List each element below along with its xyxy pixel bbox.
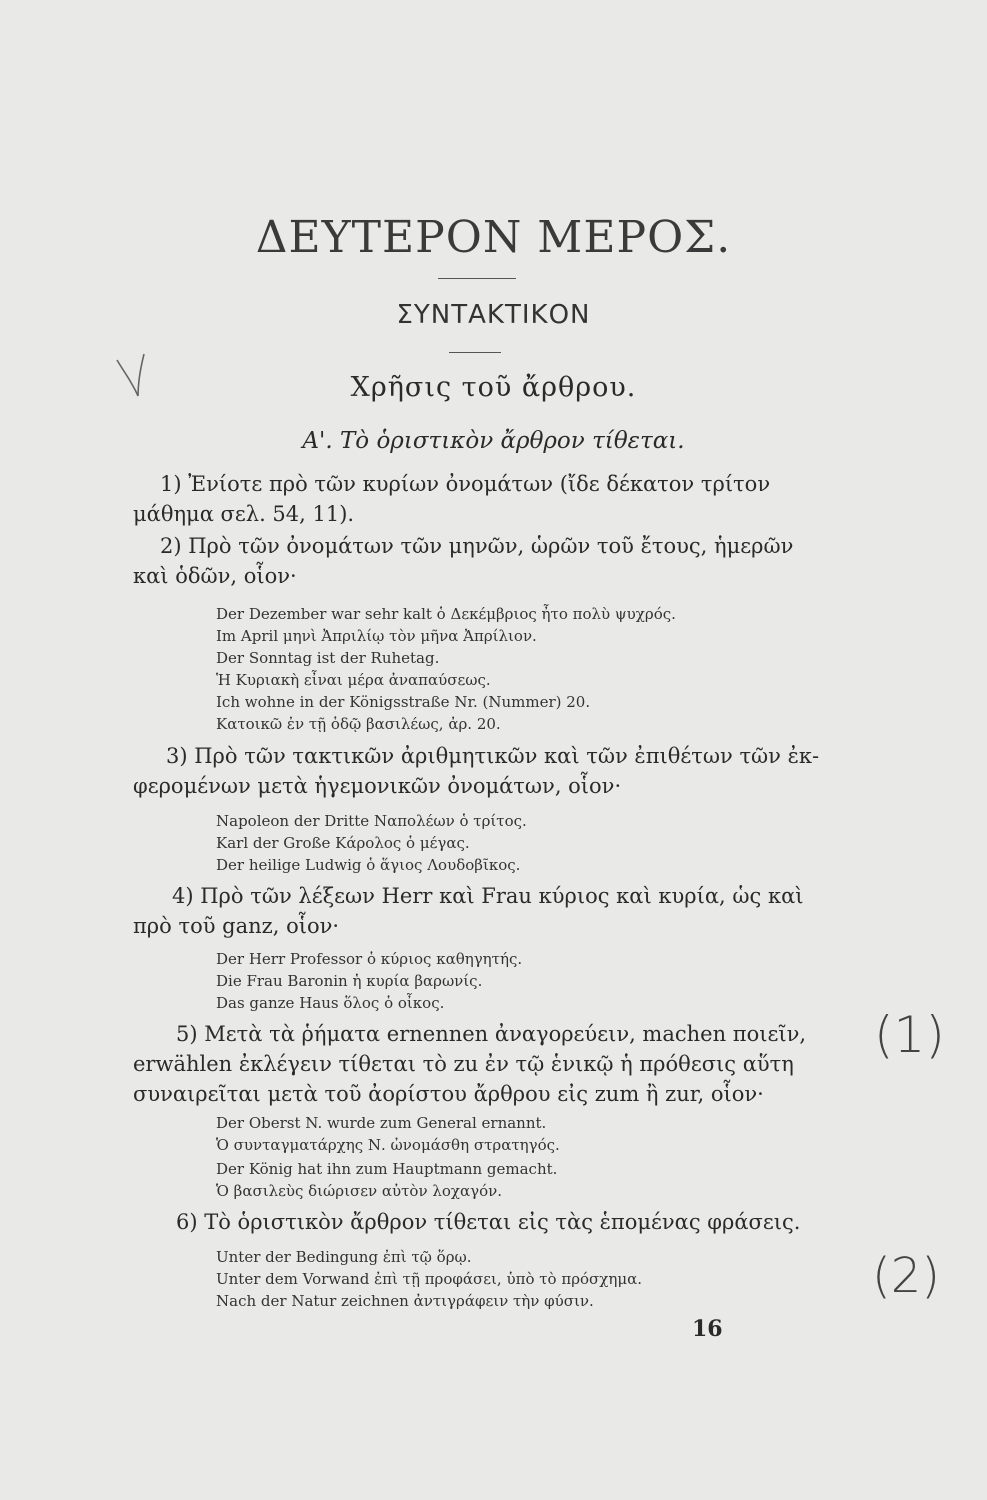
part-title: ΔΕΥΤΕΡΟΝ ΜΕΡΟΣ. <box>255 212 732 263</box>
example-line: Im April μηνὶ Ἀπριλίῳ τὸν μῆνα Ἀπρίλιον. <box>216 627 537 645</box>
paragraph-4-line-1: 4) Πρὸ τῶν λέξεων Herr καὶ Frau κύριος καὶ κυρία, ὡς καὶ <box>172 884 804 908</box>
example-line: Der Dezember war sehr kalt ὁ Δεκέμβριος ἦτο πολὺ ψυχρός. <box>216 605 676 623</box>
example-line: Napoleon der Dritte Ναπολέων ὁ τρίτος. <box>216 812 527 830</box>
example-line: Die Frau Baronin ἡ κυρία βαρωνίς. <box>216 972 483 990</box>
paragraph-3-line-2: φερομένων μετὰ ἡγεμονικῶν ὀνομάτων, οἷον· <box>133 774 622 798</box>
example-line: Ich wohne in der Königsstraße Nr. (Nummer) 20. <box>216 693 591 711</box>
title-rule <box>438 278 516 279</box>
example-line: Nach der Natur zeichnen ἀντιγράφειν τὴν φύσιν. <box>216 1292 594 1310</box>
heading-use-of-article: Χρῆσις τοῦ ἄρθρου. <box>350 372 637 403</box>
paragraph-2-line-2: καὶ ὁδῶν, οἷον· <box>133 564 297 588</box>
example-line: Der Oberst N. wurde zum General ernannt. <box>216 1114 547 1132</box>
paragraph-5-line-2: erwählen ἐκλέγειν τίθεται τὸ zu ἐν τῷ ἑνικῷ ἡ πρόθεσις αὕτη <box>133 1052 794 1076</box>
paragraph-5-line-1: 5) Μετὰ τὰ ῥήματα ernennen ἀναγορεύειν, machen ποιεῖν, <box>176 1022 807 1046</box>
example-line: Ὁ βασιλεὺς διώρισεν αὐτὸν λοχαγόν. <box>216 1182 502 1200</box>
section-subtitle: ΣΥΝΤΑΚΤΙΚΟΝ <box>396 300 591 330</box>
example-line: Κατοικῶ ἐν τῇ ὁδῷ βασιλέως, ἀρ. 20. <box>216 715 501 733</box>
example-line: Karl der Große Κάρολος ὁ μέγας. <box>216 834 470 852</box>
paragraph-1-line-1: 1) Ἐνίοτε πρὸ τῶν κυρίων ὀνομάτων (ἴδε δέκατον τρίτον <box>160 472 771 496</box>
paragraph-2-line-1: 2) Πρὸ τῶν ὀνομάτων τῶν μηνῶν, ὡρῶν τοῦ ἔτους, ἡμερῶν <box>160 534 794 558</box>
paragraph-5-line-3: συναιρεῖται μετὰ τοῦ ἀορίστου ἄρθρου εἰς zum ἢ zur, οἷον· <box>133 1082 764 1106</box>
example-line: Unter dem Vorwand ἐπὶ τῇ προφάσει, ὑπὸ τὸ πρόσχημα. <box>216 1270 643 1288</box>
heading-definite-article: Α'. Τὸ ὁριστικὸν ἄρθρον τίθεται. <box>302 428 685 454</box>
margin-note-1: (1) <box>874 1006 945 1064</box>
example-line: Unter der Bedingung ἐπὶ τῷ ὅρῳ. <box>216 1248 472 1266</box>
example-line: Das ganze Haus ὅλος ὁ οἶκος. <box>216 994 445 1012</box>
paragraph-1-line-2: μάθημα σελ. 54, 11). <box>133 502 355 526</box>
example-line: Der Sonntag ist der Ruhetag. <box>216 649 440 667</box>
example-line: Der König hat ihn zum Hauptmann gemacht. <box>216 1160 558 1178</box>
margin-note-2: (2) <box>872 1248 940 1304</box>
subtitle-rule <box>449 352 501 353</box>
example-line: Ὁ συνταγματάρχης Ν. ὠνομάσθη στρατηγός. <box>216 1136 560 1154</box>
paragraph-4-line-2: πρὸ τοῦ ganz, οἷον· <box>133 914 340 938</box>
paragraph-3-line-1: 3) Πρὸ τῶν τακτικῶν ἀριθμητικῶν καὶ τῶν ἐπιθέτων τῶν ἐκ- <box>166 744 820 768</box>
example-line: Der Herr Professor ὁ κύριος καθηγητής. <box>216 950 523 968</box>
page-number: 16 <box>692 1316 723 1342</box>
paragraph-6-line-1: 6) Τὸ ὁριστικὸν ἄρθρον τίθεται εἰς τὰς ἑπομένας φράσεις. <box>176 1210 801 1234</box>
example-line: Ἡ Κυριακὴ εἶναι μέρα ἀναπαύσεως. <box>216 671 491 689</box>
example-line: Der heilige Ludwig ὁ ἅγιος Λουδοβῖκος. <box>216 856 521 874</box>
